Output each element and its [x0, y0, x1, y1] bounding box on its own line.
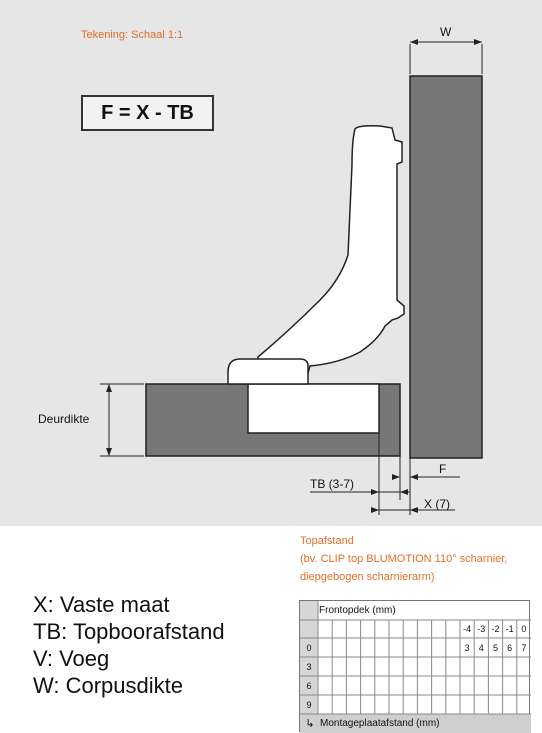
formula-box: F = X - TB [81, 95, 214, 131]
table-cell-top: -1 [505, 624, 514, 634]
table-row-label: 6 [306, 680, 312, 691]
topafstand-title: Topafstand [300, 535, 354, 547]
hinge-cup-recess [248, 384, 379, 433]
table-row-label: 0 [306, 642, 312, 653]
table-cell-top: -3 [477, 624, 486, 634]
label-deurdikte: Deurdikte [38, 412, 90, 426]
label-x: X (7) [424, 497, 451, 511]
table-cell-value: 7 [521, 642, 527, 653]
cabinet-side-panel [410, 76, 482, 458]
table-cell-value: 6 [507, 642, 513, 653]
label-f: F [439, 462, 447, 476]
hinge-boss [228, 359, 308, 384]
table-cell-value: 3 [464, 642, 470, 653]
table-cell-top: -2 [491, 624, 500, 634]
table-row-label: 3 [306, 661, 312, 672]
scale-title: Tekening: Schaal 1:1 [81, 29, 184, 41]
label-w: W [440, 25, 452, 39]
table-row-label: 9 [306, 699, 312, 710]
table-cell-top: 0 [521, 624, 527, 634]
hinge-arm [258, 126, 404, 380]
legend-item-v: V: Voeg [33, 646, 110, 671]
table-cell-top: -4 [463, 624, 472, 634]
legend-item-x: X: Vaste maat [33, 592, 170, 617]
legend [33, 591, 225, 699]
topafstand-caption [300, 532, 507, 586]
table-header: Frontopdek (mm) [319, 605, 396, 616]
topafstand-subtitle-2: diepgebogen scharnierarm) [300, 571, 435, 583]
label-tb: TB (3-7) [310, 477, 355, 491]
corner-arrow-icon: ↳ [305, 717, 315, 730]
legend-item-w: W: Corpusdikte [33, 673, 183, 698]
table-cell-value: 5 [492, 642, 498, 653]
topafstand-subtitle-1: (bv. CLIP top BLUMOTION 110° scharnier, [300, 553, 508, 565]
table-footer: Montageplaatafstand (mm) [320, 717, 440, 729]
table-cell-value: 4 [478, 642, 484, 653]
frontopdek-table [299, 600, 530, 732]
legend-item-tb: TB: Topboorafstand [33, 619, 225, 644]
